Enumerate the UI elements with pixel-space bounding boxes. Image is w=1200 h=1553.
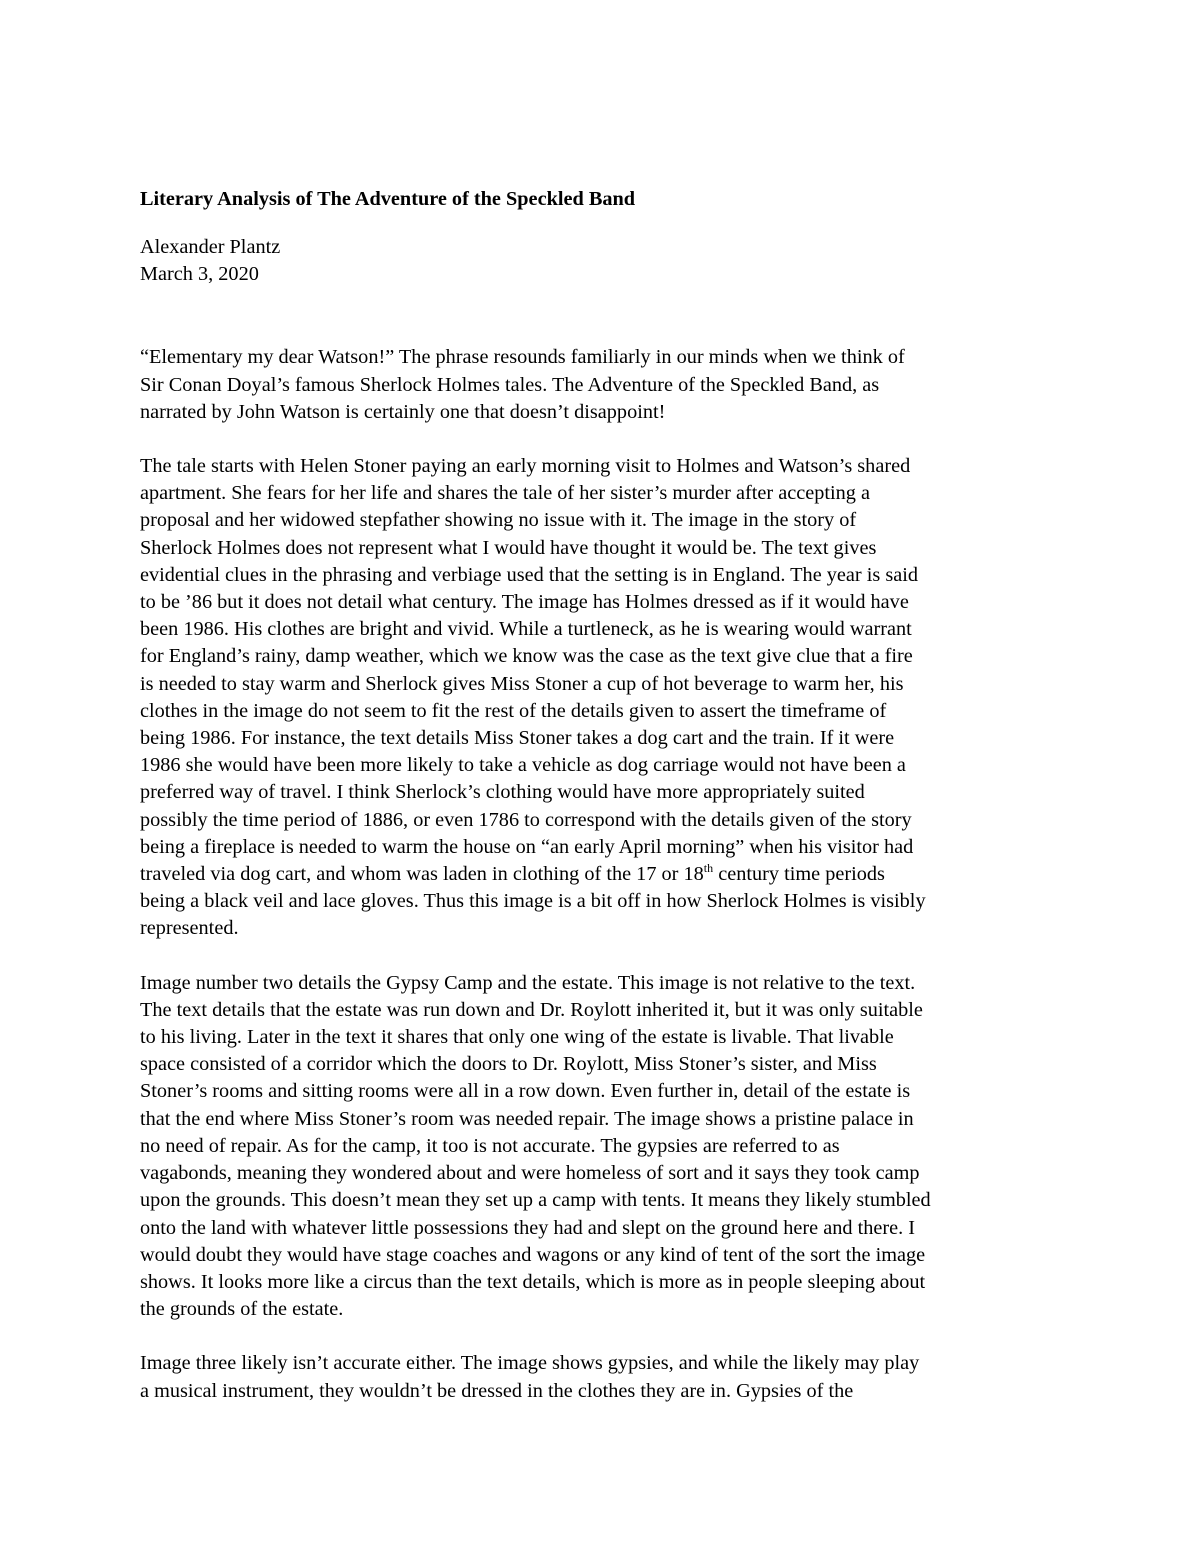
paragraph-image-three: [140, 1350, 1065, 1404]
text-line: evidential clues in the phrasing and verbiage used that the setting is in England. The year is said: [140, 563, 918, 586]
text-line: for England’s rainy, damp weather, which we know was the case as the text give clue that a fire: [140, 645, 913, 668]
text-line-with-superscript: [140, 861, 1065, 888]
text-line: 1986 she would have been more likely to take a vehicle as dog carriage would not have been a: [140, 754, 906, 777]
text-line: onto the land with whatever little possessions they had and slept on the ground here and there. I: [140, 1216, 916, 1239]
text-line: upon the grounds. This doesn’t mean they set up a camp with tents. It means they likely stumbled: [140, 1189, 931, 1212]
text-line: “Elementary my dear Watson!” The phrase resounds familiarly in our minds when we think of: [140, 346, 905, 369]
text-line: clothes in the image do not seem to fit the rest of the details given to assert the timeframe of: [140, 699, 887, 722]
text-line: shows. It looks more like a circus than the text details, which is more as in people sleeping about: [140, 1270, 926, 1293]
text-line: a musical instrument, they wouldn’t be dressed in the clothes they are in. Gypsies of the: [140, 1379, 854, 1402]
document-body: [140, 184, 1065, 1405]
text-line: Image number two details the Gypsy Camp and the estate. This image is not relative to the text.: [140, 971, 916, 994]
text-line: apartment. She fears for her life and shares the tale of her sister’s murder after accepting a: [140, 482, 870, 505]
text-line: been 1986. His clothes are bright and vivid. While a turtleneck, as he is wearing would warrant: [140, 618, 912, 641]
text-line: would doubt they would have stage coaches and wagons or any kind of tent of the sort the image: [140, 1243, 926, 1266]
text-line: Stoner’s rooms and sitting rooms were all in a row down. Even further in, detail of the estate is: [140, 1080, 911, 1103]
text-line: to be ’86 but it does not detail what century. The image has Holmes dressed as if it would have: [140, 591, 909, 614]
text-line: Sir Conan Doyal’s famous Sherlock Holmes tales. The Adventure of the Speckled Band, as: [140, 373, 880, 396]
text-line: to his living. Later in the text it shares that only one wing of the estate is livable. That livable: [140, 1026, 894, 1049]
document-title: Literary Analysis of The Adventure of the Speckled Band: [140, 188, 636, 210]
text-line: being 1986. For instance, the text details Miss Stoner takes a dog cart and the train. If it were: [140, 727, 895, 750]
text-segment: traveled via dog cart, and whom was laden in clothing of the 17 or 18: [140, 863, 704, 886]
superscript-ordinal: th: [703, 861, 714, 876]
text-line: The tale starts with Helen Stoner paying an early morning visit to Holmes and Watson’s shared: [140, 455, 911, 478]
text-line: the grounds of the estate.: [140, 1298, 344, 1321]
text-line: being a black veil and lace gloves. Thus this image is a bit off in how Sherlock Holmes is visibly: [140, 890, 926, 913]
text-line: that the end where Miss Stoner’s room was needed repair. The image shows a pristine palace in: [140, 1107, 914, 1130]
text-line: narrated by John Watson is certainly one that doesn’t disappoint!: [140, 400, 666, 423]
text-line: proposal and her widowed stepfather showing no issue with it. The image in the story of: [140, 509, 857, 532]
author-name: Alexander Plantz: [140, 236, 281, 258]
text-line: The text details that the estate was run down and Dr. Roylott inherited it, but it was only suitable: [140, 998, 923, 1021]
text-line: possibly the time period of 1886, or even 1786 to correspond with the details given of the story: [140, 808, 912, 831]
text-line: represented.: [140, 917, 239, 940]
text-line: space consisted of a corridor which the doors to Dr. Roylott, Miss Stoner’s sister, and Miss: [140, 1053, 877, 1076]
text-line: being a fireplace is needed to warm the house on “an early April morning” when his visitor had: [140, 835, 914, 858]
text-segment: century time periods: [713, 863, 885, 886]
paragraph-image-two: [140, 970, 1065, 1324]
text-line: vagabonds, meaning they wondered about and were homeless of sort and it says they took camp: [140, 1162, 920, 1185]
text-line: Image three likely isn’t accurate either. The image shows gypsies, and while the likely may play: [140, 1352, 920, 1375]
paragraph-image-one: [140, 453, 1065, 943]
document-date: March 3, 2020: [140, 263, 259, 286]
paragraph-intro: [140, 344, 1065, 426]
text-line: no need of repair. As for the camp, it too is not accurate. The gypsies are referred to as: [140, 1134, 840, 1157]
text-line: Sherlock Holmes does not represent what I would have thought it would be. The text gives: [140, 536, 877, 559]
text-line: preferred way of travel. I think Sherlock’s clothing would have more appropriately suited: [140, 781, 865, 804]
text-line: is needed to stay warm and Sherlock gives Miss Stoner a cup of hot beverage to warm her, his: [140, 672, 904, 695]
